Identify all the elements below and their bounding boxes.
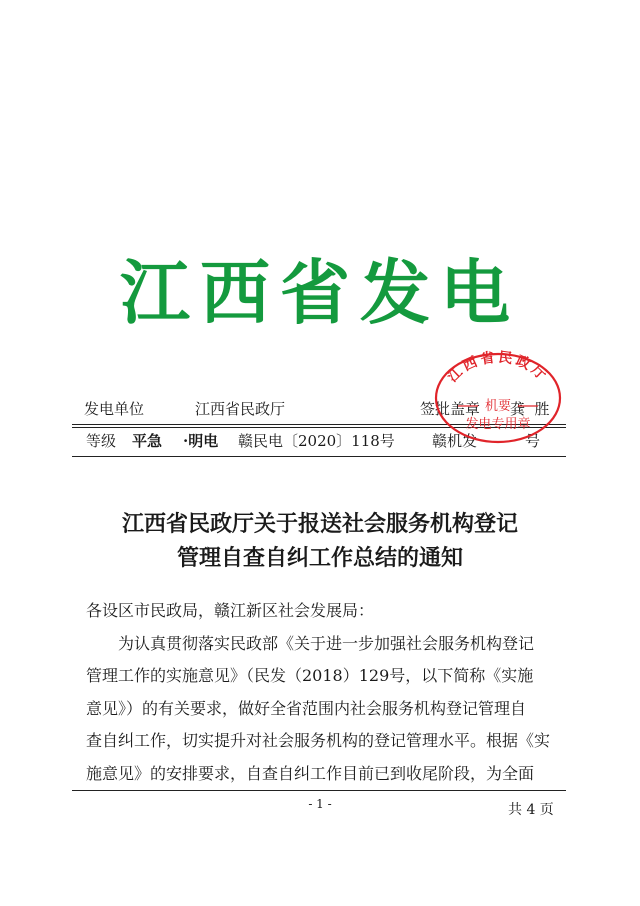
paragraph-line-5: 施意见》的安排要求，自查自纠工作目前已到收尾阶段，为全面: [86, 764, 535, 783]
paragraph-line-4: 查自纠工作，切实提升对社会服务机构的登记管理水平。根据《实: [86, 731, 551, 750]
paragraph-line-1: 为认真贯彻落实民政部《关于进一步加强社会服务机构登记: [118, 634, 535, 653]
total-pages: 共 4 页: [508, 802, 554, 818]
header-bottom-rule: [72, 456, 566, 457]
footer-rule: [72, 790, 566, 791]
priority-value: 平急: [132, 432, 163, 450]
doc-number: 赣民电〔2020〕118号: [238, 432, 395, 450]
paragraph-line-2: 管理工作的实施意见》（民发（2018）129号，以下简称《实施: [86, 666, 534, 685]
signer-label: 签批盖章: [420, 400, 481, 418]
priority-label: 等级: [86, 432, 117, 450]
seal-line2: 发电专用章: [465, 417, 531, 432]
document-title-line2: 管理自查自纠工作总结的通知: [176, 546, 463, 571]
document-title-line1: 江西省民政厅关于报送社会服务机构登记: [121, 512, 518, 537]
sender-value: 江西省民政厅: [195, 400, 286, 418]
machine-suffix: 号: [525, 432, 541, 450]
machine-label: 赣机发: [432, 432, 478, 450]
clarity-value: ·明电: [183, 432, 219, 450]
paragraph-line-3: 意见》）的有关要求，做好全省范围内社会服务机构登记管理自: [86, 699, 527, 718]
signer-name: 龚 胜: [510, 400, 550, 418]
seal-org-text: 江西省民政厅: [444, 349, 552, 386]
sender-label: 发电单位: [84, 400, 145, 418]
telegram-banner-title: 江西省发电: [120, 252, 520, 334]
page-number: - 1 -: [308, 797, 332, 811]
seal-line1: 机要: [484, 399, 512, 414]
salutation: 各设区市民政局，赣江新区社会发展局：: [86, 601, 375, 620]
official-seal-stamp: [432, 348, 564, 444]
